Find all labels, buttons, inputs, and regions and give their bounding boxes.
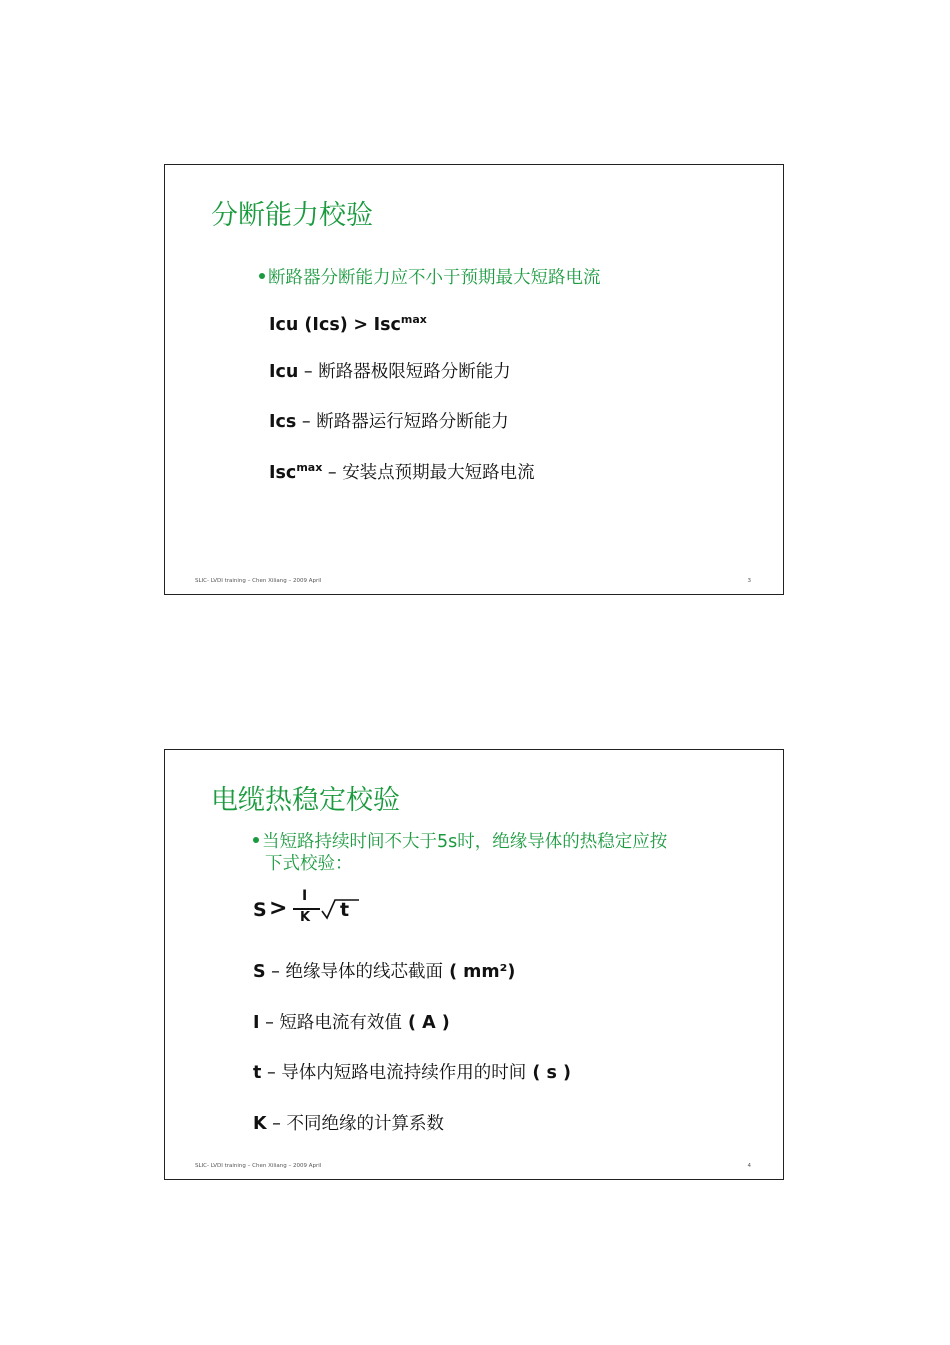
slide-title: 分断能力校验 [211,200,373,231]
definition-i: I – 短路电流有效值 ( A ) [253,1013,450,1033]
slide-3 [164,164,784,595]
thermal-stability-formula: S > I K t [253,888,393,928]
bullet-dot-icon [253,837,259,843]
definition-icu: Icu – 断路器极限短路分断能力 [269,362,511,382]
slide-footer: SLIC- LVDI training – Chen Xiliang – 2009 April [195,578,322,584]
definition-t: t – 导体内短路电流持续作用的时间 ( s ) [253,1063,571,1083]
formula-breaking-capacity: Icu (Ics) > Isc$^{max}$ [269,313,427,335]
page-number: 4 [747,1163,751,1169]
definition-s: S – 绝缘导体的线芯截面 ( mm²) [253,962,516,982]
slide-footer: SLIC- LVDI training – Chen Xiliang – 2009 April [195,1163,322,1169]
definition-iscmax: Isc$^{max}$ – 安装点预期最大短路电流 [269,461,535,483]
definition-ics: Ics – 断路器运行短路分断能力 [269,412,509,432]
slide-title: 电缆热稳定校验 [211,785,400,816]
bullet-item: 断路器分断能力应不小于预期最大短路电流 [259,267,601,289]
definition-k: K – 不同绝缘的计算系数 [253,1114,444,1134]
slide-4 [164,749,784,1180]
page-number: 3 [747,578,751,584]
bullet-item: 当短路持续时间不大于5s时，绝缘导体的热稳定应按 下式校验： [253,831,667,875]
bullet-dot-icon [259,273,265,279]
